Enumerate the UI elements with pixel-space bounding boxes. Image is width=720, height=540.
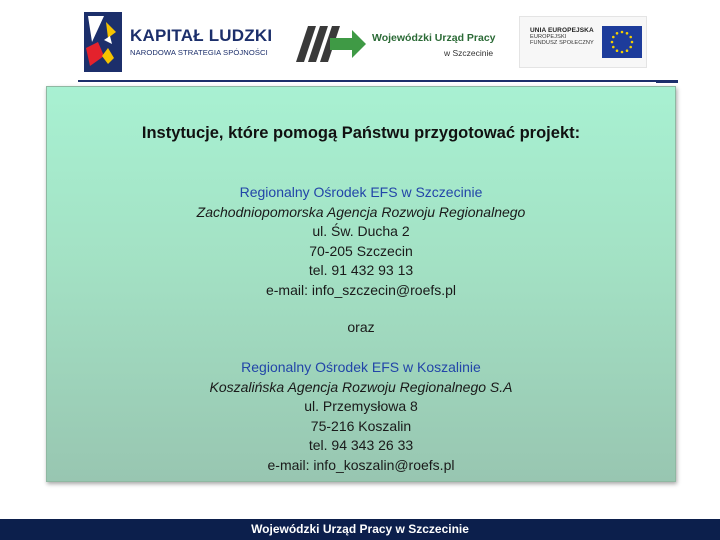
wup-subtitle: w Szczecinie	[444, 48, 494, 58]
institution-2-email: e-mail: info_koszalin@roefs.pl	[267, 456, 455, 473]
wup-mark-icon	[294, 22, 366, 66]
institution-1-email: e-mail: info_szczecin@roefs.pl	[265, 281, 457, 298]
eu-line-1: UNIA EUROPEJSKA	[530, 27, 594, 34]
institution-2-agency: Koszalińska Agencja Rozwoju Regionalnego S.A	[209, 378, 513, 395]
institution-1-street: ul. Św. Ducha 2	[312, 223, 410, 239]
wup-logo	[294, 14, 504, 70]
slide-header	[0, 0, 720, 80]
institution-2-phone: tel. 94 343 26 33	[308, 437, 414, 453]
institutions-panel	[46, 86, 676, 482]
institution-1-name: Regionalny Ośrodek EFS w Szczecinie	[239, 184, 483, 200]
eu-logo	[519, 16, 647, 68]
separator-text: oraz	[347, 319, 375, 335]
institution-1-postal: 70-205 Szczecin	[309, 242, 413, 259]
eu-line-2: EUROPEJSKI	[530, 34, 567, 40]
institution-szczecin	[47, 183, 675, 300]
institution-2-postal: 75-216 Koszalin	[310, 417, 412, 434]
footer-text: Wojewódzki Urząd Pracy w Szczecinie	[251, 522, 469, 536]
institution-2-name: Regionalny Ośrodek EFS w Koszalinie	[241, 359, 481, 375]
eu-flag-icon	[602, 26, 642, 58]
kapital-ludzki-subtitle: NARODOWA STRATEGIA SPÓJNOŚCI	[130, 48, 268, 57]
footer-bar	[0, 519, 720, 540]
eu-text	[530, 27, 598, 46]
kapital-ludzki-logo	[84, 12, 284, 72]
header-divider-end	[656, 80, 678, 83]
wup-title: Wojewódzki Urząd Pracy	[372, 32, 496, 44]
institution-2-street: ul. Przemysłowa 8	[304, 398, 418, 414]
eu-line-3: FUNDUSZ SPOŁECZNY	[530, 40, 594, 46]
institution-koszalin	[47, 358, 675, 475]
panel-title: Instytucje, które pomogą Państwu przygotować projekt:	[141, 124, 581, 142]
kapital-ludzki-title: KAPITAŁ LUDZKI	[130, 26, 273, 45]
institution-1-phone: tel. 91 432 93 13	[308, 262, 414, 278]
institution-1-agency: Zachodniopomorska Agencja Rozwoju Regionalnego	[196, 203, 526, 220]
header-divider	[78, 80, 678, 82]
kapital-ludzki-flag-icon	[84, 12, 122, 72]
